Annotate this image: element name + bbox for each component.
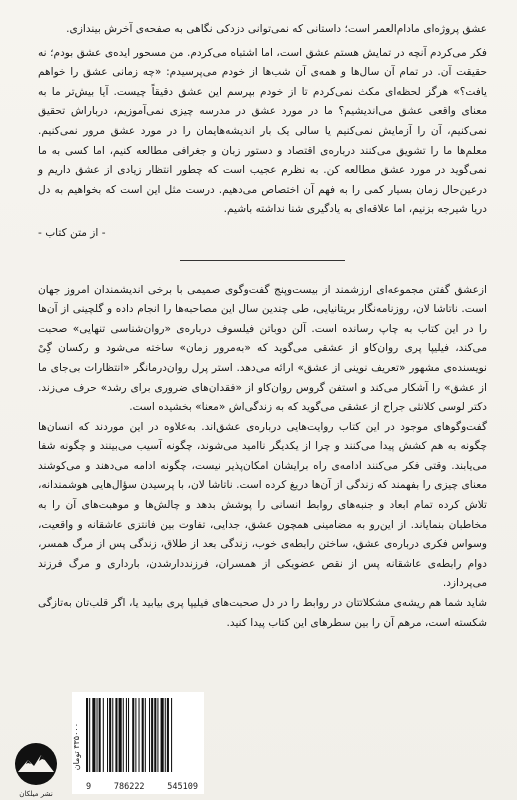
barcode-bar [97,698,98,772]
barcode-bar [165,698,166,772]
isbn-number [86,782,198,792]
barcode-bar [142,698,144,772]
isbn-prefix: 9 [86,782,92,792]
barcode-bar [161,698,164,772]
barcode-bar [86,698,88,772]
description-paragraph-3: شاید شما هم ریشه‌ی مشکلاتتان در روابط را در دل صحبت‌های فیلیپا پری بیابید یا، اگر قلب‌تان به‌تازگی شکسته است، مرهم آن را بین سطرهای این کتاب پیدا کنید. [38,597,487,629]
isbn-group-2: 545109 [167,782,198,792]
price-label: ۳۳۵۰۰۰ تومان [72,722,81,770]
description-paragraph-2: گفت‌وگوهای موجود در این کتاب روایت‌هایی درباره‌ی عشق‌اند. به‌علاوه در این موردند که انسان‌ها چگونه به هم کشش پیدا می‌کنند و چرا از یکدیگر ناامید می‌شوند، چگونه آسیب می‌بینند و چگونه شفا می‌یابند. وقتی فکر می‌کنند ادامه‌ی راه برایشان امکان‌پذیر نیست، چگونه ادامه می‌دهند و می‌کوشند معنای چیزی را بفهمند که زندگی از آن‌ها دریغ کرده است. ناتاشا لان، با پرسیدن سؤال‌هایی هوشمندانه، تلاش کرده تمام ابعاد و جنبه‌های روابط انسانی را پوشش بدهد و چالش‌ها و موهبت‌های آن را به مخاطبان بنمایاند. از این‌رو به مضامینی همچون عشق، جدایی، تفاوت بین فانتزی عاشقانه و واقعیت، وسواس فکری درباره‌ی عشق، ساختن رابطه‌ی خوب، زندگی بعد از طلاق، زندگی پس از مرگ همسر، دوام رابطه‌ی عاشقانه پس از نقص عضویکی از همسران، فرزنددارشدن، بارداری و مرگ فرزند می‌پردازد. [38,420,487,590]
mountain-circle-icon [14,742,58,786]
barcode-bar [145,698,146,772]
barcode-bar [119,698,122,772]
barcode-bar [171,698,172,772]
barcode-block [72,692,204,794]
barcode-bar [151,698,153,772]
description-paragraph-1: ازعشق گفتن مجموعه‌ای ارزشمند از بیست‌وپنج گفت‌وگوی صمیمی با برخی اندیشمندان امروز جهان است. ناتاشا لان، روزنامه‌نگار بریتانیایی، طی چندین سال این مصاحبه‌ها را انجام داده و گلچینی از آن‌ها را در این کتاب به چاپ رسانده است. آلن دوباتن فیلسوف درباره‌ی «روان‌شناسی تنهایی» صحبت می‌کند، فیلیپا پری روان‌کاو از عشقی می‌گوید که «به‌مرور زمان» ساخته می‌شود و رکسان گِیْ نویسنده‌ی مشهور «تعریف نوینی از عشق» ارائه می‌دهد. استر پرل روان‌درمانگر «انتظارات بی‌جای ما از عشق» را آشکار می‌کند و استفن گروس روان‌کاو از «فقدان‌های ضروری برای رشد» حرف می‌زند. دکتر لوسی کلانثی جراح از عشقی می‌گوید که به زندگی‌اش «معنا» بخشیده است. [38,283,487,414]
barcode-bar [149,698,150,772]
barcode-bar [109,698,111,772]
barcode-bar [112,698,113,772]
excerpt-lead: عشق پروژه‌ای مادام‌العمر است؛ داستانی که نمی‌توانی دزدکی نگاهی به صفحه‌ی آخرش بیندازی. [66,23,487,35]
barcode-bar [139,698,140,772]
cover-text [38,20,487,633]
barcode-bar [135,698,136,772]
excerpt-body: فکر می‌کردم آنچه در تمایش هستم عشق است، اما اشتباه می‌کردم. من مسحور ایده‌ی عشق بودم؛ نه حقیقت آن. در تمام آن سال‌ها و همه‌ی آن شب‌ها از خودم می‌پرسیدم: «چه زمانی عشق را خواهم یافت؟» هرگز لحظه‌ای مکث نمی‌کردم تا از خودم بپرسم این عشق دقیقاً چیست. آیا بیش‌تر ما به معنای واقعی عشق می‌اندیشیم؟ ما در مورد عشق در مدرسه چیزی نمی‌آموزیم، دربار‌اش تحقیق نمی‌کنیم، آن را آزمایش نمی‌کنیم یا سالی یک بار اندیشه‌هایمان را در مورد عشق مرور نمی‌کنیم. معلم‌ها ما را تشویق می‌کنند درباره‌ی اقتصاد و دستور زبان و جغرافی مطالعه کنیم، اما کسی به ما نمی‌گوید در مورد عشق مطالعه کن. به نظرم عجیب است که چطور انتظار زیادی از عشق داریم و درعین‌حال زمان بسیار کمی را به فهم آن اختصاص می‌دهیم. درست مثل این است که بخواهیم به دل دریا شیرجه بزنیم، اما علاقه‌ای به یادگیری شنا نداشته باشیم. [38,46,487,216]
isbn-group-1: 786222 [113,782,145,792]
cover-footer [0,680,517,800]
barcode-bar [92,698,95,772]
barcode-bar [115,698,117,772]
isbn-barcode [86,698,198,772]
excerpt-source: - از متن کتاب - [38,226,106,239]
barcode-bar [107,698,108,772]
barcode-bar [103,698,104,772]
barcode-bar [154,698,156,772]
publisher-name: نشر میلکان [19,790,53,798]
barcode-bar [89,698,90,772]
barcode-bar [132,698,134,772]
barcode-bar [123,698,124,772]
barcode-bar [99,698,101,772]
barcode-bar [126,698,127,772]
section-divider [180,260,345,261]
barcode-bar [157,698,158,772]
barcode-bar [128,698,129,772]
barcode-bar [167,698,169,772]
